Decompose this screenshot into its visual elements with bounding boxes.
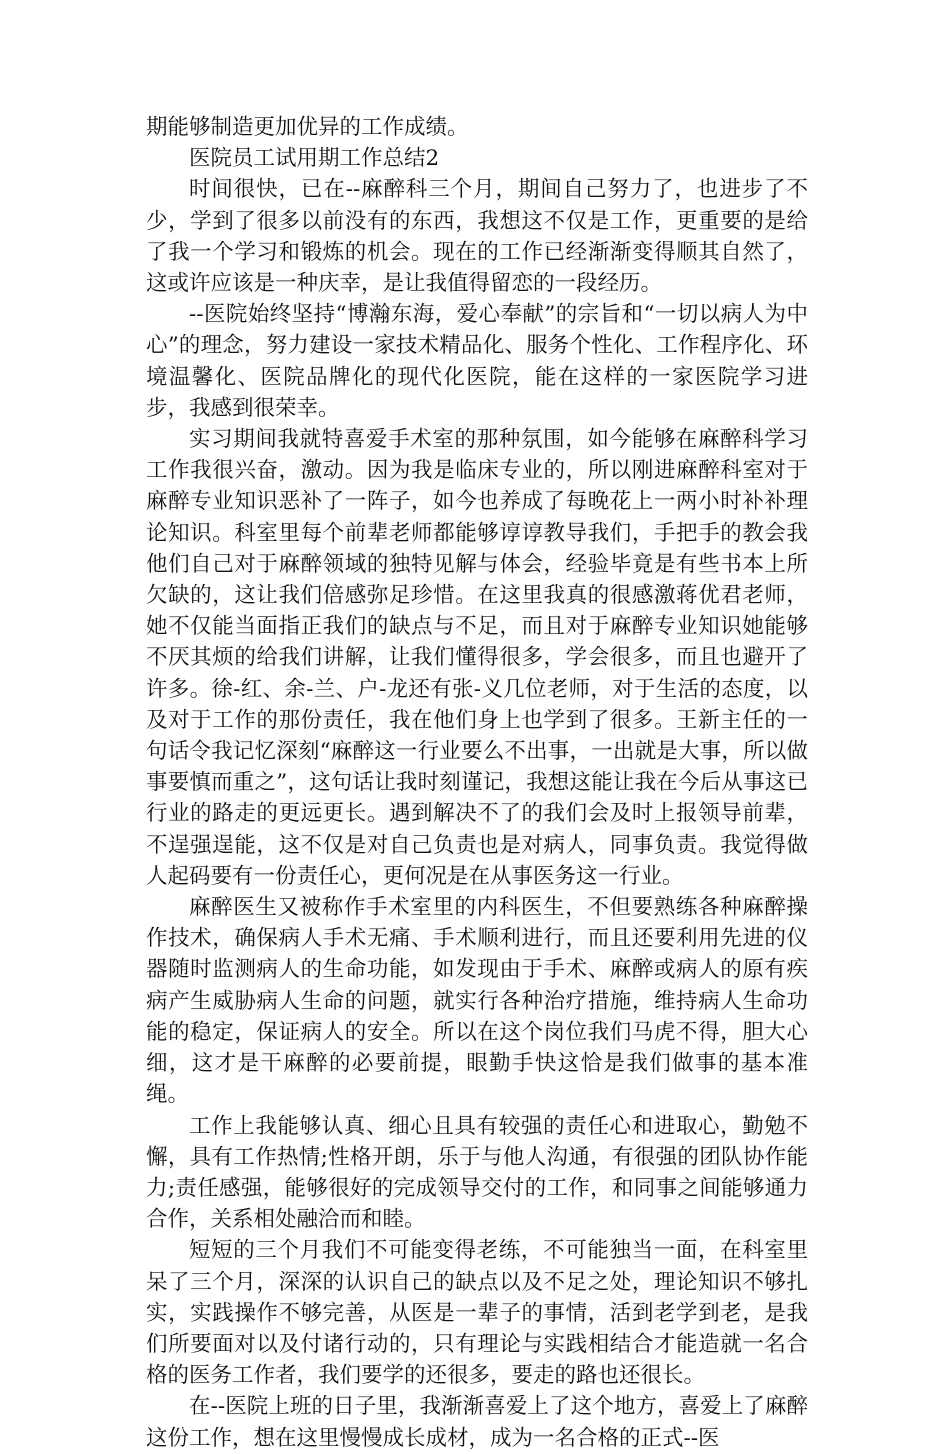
paragraph: --医院始终坚持“博瀚东海，爱心奉献”的宗旨和“一切以病人为中心”的理念，努力建设一家技术精品化、服务个性化、工作程序化、环境温馨化、医院品牌化的现代化医院，能在这样的一家医院学习进步，我感到很荣幸。 [146, 302, 808, 421]
paragraph: 麻醉医生又被称作手术室里的内科医生，不但要熟练各种麻醉操作技术，确保病人手术无痛、手术顺利进行，而且还要利用先进的仪器随时监测病人的生命功能，如发现由于手术、麻醉或病人的原有疾病产生威胁病人生命的问题，就实行各种治疗措施，维持病人生命功能的稳定，保证病人的安全。所以在这个岗位我们马虎不得，胆大心细，这才是干麻醉的必要前提，眼勤手快这恰是我们做事的基本准绳。 [146, 895, 808, 1108]
document-body [146, 112, 808, 1454]
paragraph: 短短的三个月我们不可能变得老练，不可能独当一面，在科室里呆了三个月，深深的认识自己的缺点以及不足之处，理论知识不够扎实，实践操作不够完善，从医是一辈子的事情，活到老学到老，是我们所要面对以及付诸行动的，只有理论与实践相结合才能造就一名合格的医务工作者，我们要学的还很多，要走的路也还很长。 [146, 1238, 808, 1389]
section-heading: 医院员工试用期工作总结2 [189, 146, 440, 172]
paragraph: 时间很快，已在--麻醉科三个月，期间自己努力了，也进步了不少，学到了很多以前没有的东西，我想这不仅是工作，更重要的是给了我一个学习和锻炼的机会。现在的工作已经渐渐变得顺其自然了，这或许应该是一种庆幸，是让我值得留恋的一段经历。 [146, 177, 808, 297]
paragraph-continuation: 期能够制造更加优异的工作成绩。 [146, 115, 469, 140]
paragraph: 在--医院上班的日子里，我渐渐喜爱上了这个地方，喜爱上了麻醉这份工作，想在这里慢慢成长成材，成为一名合格的正式--医 [146, 1394, 808, 1451]
paragraph: 实习期间我就特喜爱手术室的那种氛围，如今能够在麻醉科学习工作我很兴奋，激动。因为我是临床专业的，所以刚进麻醉科室对于麻醉专业知识恶补了一阵子，如今也养成了每晚花上一两小时补补理论知识。科室里每个前辈老师都能够谆谆教导我们，手把手的教会我他们自己对于麻醉领域的独特见解与体会，经验毕竟是有些书本上所欠缺的，这让我们倍感弥足珍惜。在这里我真的很感激蒋优君老师，她不仅能当面指正我们的缺点与不足，而且对于麻醉专业知识她能够不厌其烦的给我们讲解，让我们懂得很多，学会很多，而且也避开了许多。徐-红、余-兰、户-龙还有张-义几位老师，对于生活的态度，以及对于工作的那份责任，我在他们身上也学到了很多。王新主任的一句话令我记忆深刻“麻醉这一行业要么不出事，一出就是大事，所以做事要慎而重之”，这句话让我时刻谨记，我想这能让我在今后从事这已行业的路走的更远更长。遇到解决不了的我们会及时上报领导前辈，不逞强逞能，这不仅是对自己负责也是对病人，同事负责。我觉得做人起码要有一份责任心，更何况是在从事医务这一行业。 [146, 427, 808, 889]
paragraph: 工作上我能够认真、细心且具有较强的责任心和进取心，勤勉不懈，具有工作热情;性格开朗，乐于与他人沟通，有很强的团队协作能力;责任感强，能够很好的完成领导交付的工作，和同事之间能够通力合作，关系相处融洽而和睦。 [146, 1113, 808, 1233]
